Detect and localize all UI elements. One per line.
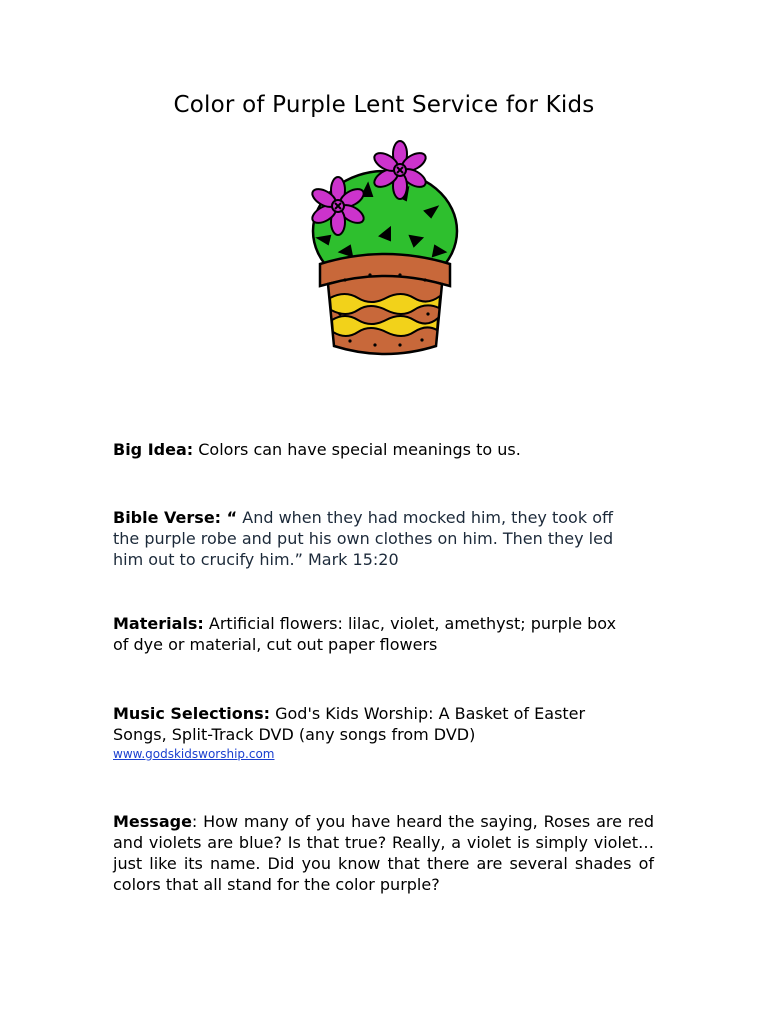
message-section xyxy=(113,811,654,895)
bible-verse-text: And when they had mocked him, they took off the purple robe and put his own clothes on him. Then they led him out to crucify him.” Mark 15:20 xyxy=(113,508,614,569)
music-section xyxy=(113,703,633,762)
music-label: Music Selections: xyxy=(113,704,271,723)
cactus-flowerpot-icon xyxy=(300,136,465,361)
page-title: Color of Purple Lent Service for Kids xyxy=(173,92,595,118)
message-text: : How many of you have heard the saying, Roses are red and violets are blue? Is that true? Really, a violet is simply violet…just like its name. Did you know that there are several shades of colors that all stand for the color purple? xyxy=(113,812,654,894)
godskidsworship-link[interactable]: www.godskidsworship.com xyxy=(113,747,275,761)
bible-verse-section xyxy=(113,507,633,570)
materials-section xyxy=(113,613,633,655)
materials-text: Artificial flowers: lilac, violet, amethyst; purple box of dye or material, cut out paper flowers xyxy=(113,614,617,654)
music-text: God's Kids Worship: A Basket of Easter Songs, Split-Track DVD (any songs from DVD) xyxy=(113,704,586,744)
materials-label: Materials: xyxy=(113,614,204,633)
big-idea-section xyxy=(113,439,633,460)
big-idea-label: Big Idea: xyxy=(113,440,194,459)
big-idea-text: Colors can have special meanings to us. xyxy=(198,440,521,459)
bible-verse-label: Bible Verse: “ xyxy=(113,508,238,527)
message-label: Message xyxy=(113,812,192,831)
